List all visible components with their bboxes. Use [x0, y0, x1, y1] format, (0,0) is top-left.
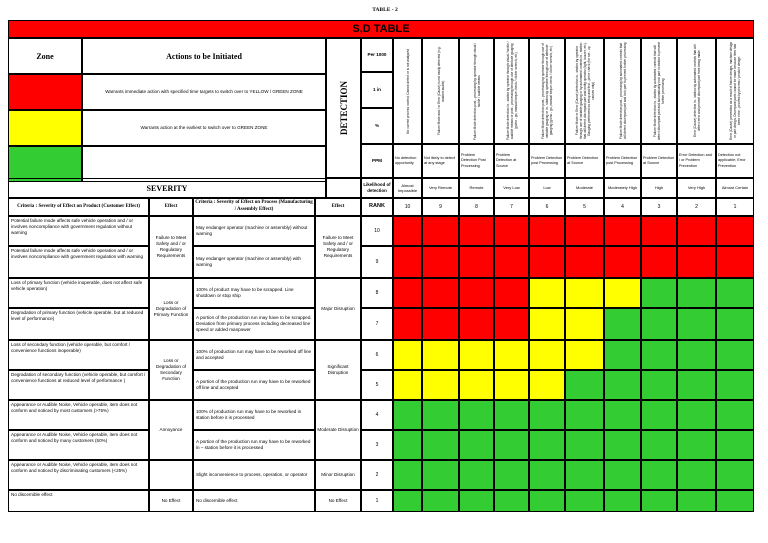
risk-matrix-cell	[565, 430, 604, 460]
risk-matrix-cell	[604, 216, 641, 246]
detection-criteria-text: Failure Mode and / or Error (Cause) is not easily detected (e.g. random audits)	[436, 46, 445, 136]
effect-header: Effect	[149, 198, 193, 216]
detection-criteria-text: Failure Mode detection post - processing by operator through use of variable gauging or in - station by operator through use of attribute gauging (go/no - go, manual torque check / clicker wrench, etc)	[541, 43, 553, 139]
detection-criteria-text: Failure Mode or Error (Cause) detection in - station by operator through use of variable gauging or by automated controls in - station that will detect discrepant part and notify operator (light, buzzer, etc). Gauging performed on setup and first - piece check (for set - up causes only)	[574, 42, 595, 140]
risk-matrix-cell	[604, 278, 641, 308]
severity-process-criteria: May endanger operator (machine or assembly) with warning	[193, 246, 315, 278]
risk-matrix-cell	[494, 370, 529, 400]
severity-rank: 3	[361, 430, 393, 460]
risk-matrix-cell	[459, 430, 494, 460]
detection-label	[326, 38, 361, 178]
severity-label: SEVERITY	[8, 178, 326, 198]
detection-criteria-text: Failure Mode detection in - station by operator through visual / tactile / audible means or post - processing through use of attribute gauging (go/no - go, manual torque check / clicker wrench, etc)	[505, 41, 518, 141]
table-label: TABLE - 2	[372, 7, 398, 14]
risk-matrix-cell	[641, 340, 677, 370]
risk-matrix-cell	[641, 308, 677, 340]
severity-process-criteria: Slight inconvenience to process, operation, or operator	[193, 460, 315, 490]
risk-matrix-cell	[716, 490, 754, 512]
severity-rank: 5	[361, 370, 393, 400]
risk-matrix-cell	[529, 430, 565, 460]
risk-matrix-cell	[716, 430, 754, 460]
detection-rank: 6	[529, 198, 565, 216]
severity-rank: 2	[361, 460, 393, 490]
risk-matrix-cell	[565, 340, 604, 370]
risk-matrix-cell	[677, 460, 716, 490]
ppm-description: Detection not applicable; Error Prevention	[716, 144, 754, 178]
risk-matrix-cell	[422, 490, 459, 512]
detection-criteria-text: Error (Cause) detection in - station by automated controls that will detect error and prevent discrepant part from being made	[692, 44, 701, 138]
risk-matrix-cell	[604, 490, 641, 512]
risk-matrix-cell	[565, 278, 604, 308]
risk-matrix-cell	[565, 246, 604, 278]
zone-action-text	[82, 146, 326, 182]
risk-matrix-cell	[677, 278, 716, 308]
risk-matrix-cell	[459, 400, 494, 430]
rank-label: RANK	[361, 198, 393, 216]
detection-criteria-cell	[716, 38, 754, 144]
likelihood-value: Almost Impossible	[393, 178, 422, 198]
ppm-description: Problem Detection at Source	[494, 144, 529, 178]
risk-matrix-cell	[565, 400, 604, 430]
detection-criteria-cell	[459, 38, 494, 144]
severity-product-criteria: No discernible effect	[8, 490, 149, 512]
risk-matrix-cell	[422, 246, 459, 278]
risk-matrix-cell	[641, 246, 677, 278]
zone-color-swatch	[8, 110, 82, 146]
severity-product-criteria: Potential failure mode affects safe vehicle operation and / or involves noncompliance with government regulation with warning	[8, 246, 149, 278]
zone-action-text: Warrants immediate action with specified time targets to switch over to YELLOW / GREEN ZONE	[82, 74, 326, 110]
risk-matrix-cell	[604, 400, 641, 430]
severity-process-criteria: May endanger operator (machine or assembly) without warning	[193, 216, 315, 246]
one-in-label: 1 in	[361, 72, 393, 108]
detection-criteria-cell	[565, 38, 604, 144]
risk-matrix-cell	[641, 460, 677, 490]
detection-criteria-text: Failure Mode detection post - processing by operator through visual / tactile / audible means	[472, 42, 481, 140]
ppm-description: No detection opportunity	[393, 144, 422, 178]
severity-rank: 7	[361, 308, 393, 340]
product-effect-group: No Effect	[149, 490, 193, 512]
likelihood-value: Very Remote	[422, 178, 459, 198]
risk-matrix-cell	[716, 370, 754, 400]
risk-matrix-cell	[393, 340, 422, 370]
actions-header: Actions to be Initiated	[82, 38, 326, 74]
detection-rank: 1	[716, 198, 754, 216]
likelihood-label: Likelihood of detection	[361, 178, 393, 198]
risk-matrix-cell	[393, 370, 422, 400]
detection-rank: 5	[565, 198, 604, 216]
risk-matrix-cell	[393, 216, 422, 246]
risk-matrix-cell	[677, 400, 716, 430]
risk-matrix-cell	[393, 490, 422, 512]
severity-product-criteria: Appearance or Audible Noise, Vehicle operable, item does not conform and noticed by discriminating customers (<25%)	[8, 460, 149, 490]
likelihood-value: Moderate	[565, 178, 604, 198]
risk-matrix-cell	[716, 400, 754, 430]
detection-criteria-text: Error (Cause) prevention as a result of fixture design, machine design or part design. Discrepant parts cannot be made because item has been error - proofed by process / product design	[729, 41, 741, 141]
risk-matrix-cell	[604, 370, 641, 400]
likelihood-value: Very High	[677, 178, 716, 198]
severity-process-criteria: 100% of product may have to be scrapped. Line shutdown or stop ship	[193, 278, 315, 308]
risk-matrix-cell	[494, 278, 529, 308]
risk-matrix-cell	[393, 246, 422, 278]
risk-matrix-cell	[459, 460, 494, 490]
severity-product-criteria: Degradation of primary function (vehicle operable, but at reduced level of performance)	[8, 308, 149, 340]
criteria-process-header: Criteria : Severity of Effect on Process (Manufacturing / Assembly Effect)	[193, 198, 315, 216]
percent-label: %	[361, 108, 393, 144]
process-effect-group: Major Disruption	[315, 278, 361, 340]
ppm-description: Problem Detection post Processing	[604, 144, 641, 178]
ppm-description: Not likely to detect at any stage	[422, 144, 459, 178]
ppm-description: Error Detection and / or Problem Prevention	[677, 144, 716, 178]
risk-matrix-cell	[677, 216, 716, 246]
severity-rank: 1	[361, 490, 393, 512]
risk-matrix-cell	[494, 460, 529, 490]
zone-color-swatch	[8, 146, 82, 182]
risk-matrix-cell	[565, 370, 604, 400]
risk-matrix-cell	[459, 308, 494, 340]
detection-criteria-cell	[529, 38, 565, 144]
severity-rank: 4	[361, 400, 393, 430]
ppm-description: Problem Detection at Source	[565, 144, 604, 178]
process-effect-group: No Effect	[315, 490, 361, 512]
product-effect-group: Failure to Meet Safety and / or Regulatory Requirements	[149, 216, 193, 278]
risk-matrix-cell	[641, 490, 677, 512]
risk-matrix-cell	[529, 460, 565, 490]
likelihood-value: High	[641, 178, 677, 198]
risk-matrix-cell	[494, 340, 529, 370]
severity-rank: 6	[361, 340, 393, 370]
risk-matrix-cell	[459, 370, 494, 400]
risk-matrix-cell	[716, 216, 754, 246]
zone-header: Zone	[8, 38, 82, 74]
per-1000-label: Per 1000	[361, 38, 393, 72]
severity-process-criteria: No discernible effect	[193, 490, 315, 512]
likelihood-value: Low	[529, 178, 565, 198]
risk-matrix-cell	[459, 340, 494, 370]
risk-matrix-cell	[529, 216, 565, 246]
detection-rank: 10	[393, 198, 422, 216]
risk-matrix-cell	[529, 400, 565, 430]
risk-matrix-cell	[604, 246, 641, 278]
detection-rank: 9	[422, 198, 459, 216]
severity-process-criteria: 100% of production run may have to be reworked off line and accepted	[193, 340, 315, 370]
severity-product-criteria: Appearance or Audible Noise, Vehicle operable, item does not conform and noticed by most customers (>75%)	[8, 400, 149, 430]
criteria-product-header: Criteria : Severity of Effect on Product (Customer Effect)	[8, 198, 149, 216]
risk-matrix-cell	[529, 246, 565, 278]
product-effect-group: Loss or Degradation of Primary Function	[149, 278, 193, 340]
severity-rank: 9	[361, 246, 393, 278]
detection-label-text: DETECTION	[338, 80, 349, 135]
risk-matrix-cell	[677, 340, 716, 370]
risk-matrix-cell	[494, 400, 529, 430]
risk-matrix-cell	[641, 216, 677, 246]
detection-criteria-cell	[393, 38, 422, 144]
effect-header-2: Effect	[315, 198, 361, 216]
risk-matrix-cell	[641, 400, 677, 430]
risk-matrix-cell	[393, 308, 422, 340]
risk-matrix-cell	[565, 490, 604, 512]
detection-rank: 8	[459, 198, 494, 216]
risk-matrix-cell	[422, 216, 459, 246]
ppm-description: Problem Detection at Source	[641, 144, 677, 178]
detection-criteria-cell	[677, 38, 716, 144]
likelihood-value: Moderately High	[604, 178, 641, 198]
risk-matrix-cell	[565, 460, 604, 490]
product-effect-group: Annoyance	[149, 400, 193, 460]
risk-matrix-cell	[529, 490, 565, 512]
likelihood-value: Very Low	[494, 178, 529, 198]
risk-matrix-cell	[422, 278, 459, 308]
risk-matrix-cell	[677, 308, 716, 340]
risk-matrix-cell	[459, 490, 494, 512]
product-effect-group: Loss or Degradation of Secondary Function	[149, 340, 193, 400]
risk-matrix-cell	[565, 308, 604, 340]
risk-matrix-cell	[494, 246, 529, 278]
severity-product-criteria: Potential failure mode affects safe vehicle operation and / or involves noncompliance with government regulation without warning	[8, 216, 149, 246]
risk-matrix-cell	[604, 460, 641, 490]
risk-matrix-cell	[459, 216, 494, 246]
detection-criteria-text: Failure Mode detection in - station by automated controls that will detect discrepant part and automatically lock part in station to prevent further processing	[653, 42, 665, 140]
product-effect-group	[149, 460, 193, 490]
severity-product-criteria: Appearance or Audible Noise, Vehicle operable, item does not conform and noticed by many customers (50%)	[8, 430, 149, 460]
process-effect-group: Significant Disruption	[315, 340, 361, 400]
risk-matrix-cell	[422, 400, 459, 430]
detection-rank: 2	[677, 198, 716, 216]
detection-criteria-text: No current process control; Cannot detect or is not analyzed	[405, 48, 410, 134]
risk-matrix-cell	[677, 370, 716, 400]
risk-matrix-cell	[604, 308, 641, 340]
ppm-description: Problem Detection Post Processing	[459, 144, 494, 178]
risk-matrix-cell	[529, 278, 565, 308]
severity-process-criteria: A portion of the production run may have to be reworked off line and accepted	[193, 370, 315, 400]
risk-matrix-cell	[494, 490, 529, 512]
risk-matrix-cell	[716, 340, 754, 370]
risk-matrix-cell	[529, 370, 565, 400]
risk-matrix-cell	[422, 430, 459, 460]
risk-matrix-cell	[422, 340, 459, 370]
risk-matrix-cell	[677, 490, 716, 512]
severity-product-criteria: Loss of primary function (vehicle inoperable, does not affect safe vehicle operation)	[8, 278, 149, 308]
severity-product-criteria: Loss of secondary function (vehicle operable, but comfort / convenience functions inoperable)	[8, 340, 149, 370]
detection-criteria-cell	[494, 38, 529, 144]
table-title-text: S,D TABLE	[352, 23, 410, 35]
risk-matrix-cell	[604, 430, 641, 460]
risk-matrix-cell	[529, 308, 565, 340]
risk-matrix-cell	[529, 340, 565, 370]
detection-criteria-text: Failure Mode detection post - processing by automated controls that will detect discrepant part and lock part to prevent further processing	[618, 42, 627, 140]
detection-rank: 4	[604, 198, 641, 216]
risk-matrix-cell	[459, 246, 494, 278]
risk-matrix-cell	[716, 308, 754, 340]
risk-matrix-cell	[604, 340, 641, 370]
risk-matrix-cell	[494, 430, 529, 460]
risk-matrix-cell	[422, 370, 459, 400]
risk-matrix-cell	[422, 460, 459, 490]
detection-criteria-cell	[604, 38, 641, 144]
severity-product-criteria: Degradation of secondary function (vehicle operable, but comfort / convenience functions at reduced level of performance )	[8, 370, 149, 400]
severity-rank: 8	[361, 278, 393, 308]
zone-action-text: Warrants action at the earliest to switch over to GREEN ZONE	[82, 110, 326, 146]
severity-header-blank	[326, 178, 361, 198]
detection-rank: 7	[494, 198, 529, 216]
likelihood-value: Remote	[459, 178, 494, 198]
risk-matrix-cell	[565, 216, 604, 246]
risk-matrix-cell	[677, 246, 716, 278]
risk-matrix-cell	[641, 278, 677, 308]
process-effect-group: Failure to Meet Safety and / or Regulatory Requirements	[315, 216, 361, 278]
process-effect-group: Minor Disruption	[315, 460, 361, 490]
detection-criteria-cell	[641, 38, 677, 144]
risk-matrix-cell	[494, 216, 529, 246]
risk-matrix-cell	[494, 308, 529, 340]
ppm-label: PPM	[361, 144, 393, 178]
risk-matrix-cell	[393, 400, 422, 430]
risk-matrix-cell	[641, 370, 677, 400]
risk-matrix-cell	[393, 278, 422, 308]
risk-matrix-cell	[716, 460, 754, 490]
process-effect-group: Moderate Disruption	[315, 400, 361, 460]
risk-matrix-cell	[393, 460, 422, 490]
risk-matrix-cell	[677, 430, 716, 460]
severity-rank: 10	[361, 216, 393, 246]
detection-rank: 3	[641, 198, 677, 216]
detection-criteria-cell	[422, 38, 459, 144]
severity-process-criteria: 100% of production run may have to be reworked in station before it is processed	[193, 400, 315, 430]
risk-matrix-cell	[393, 430, 422, 460]
risk-matrix-cell	[716, 246, 754, 278]
risk-matrix-cell	[459, 278, 494, 308]
severity-process-criteria: A portion of the production run may have to be reworked in – station before it is processed	[193, 430, 315, 460]
risk-matrix-cell	[641, 430, 677, 460]
zone-color-swatch	[8, 74, 82, 110]
ppm-description: Problem Detection post Processing	[529, 144, 565, 178]
risk-matrix-cell	[422, 308, 459, 340]
severity-process-criteria: A portion of the production run may have to be scrapped. Deviation from primary process including decreased line speed or added manpower	[193, 308, 315, 340]
risk-matrix-cell	[716, 278, 754, 308]
likelihood-value: Almost Certain	[716, 178, 754, 198]
